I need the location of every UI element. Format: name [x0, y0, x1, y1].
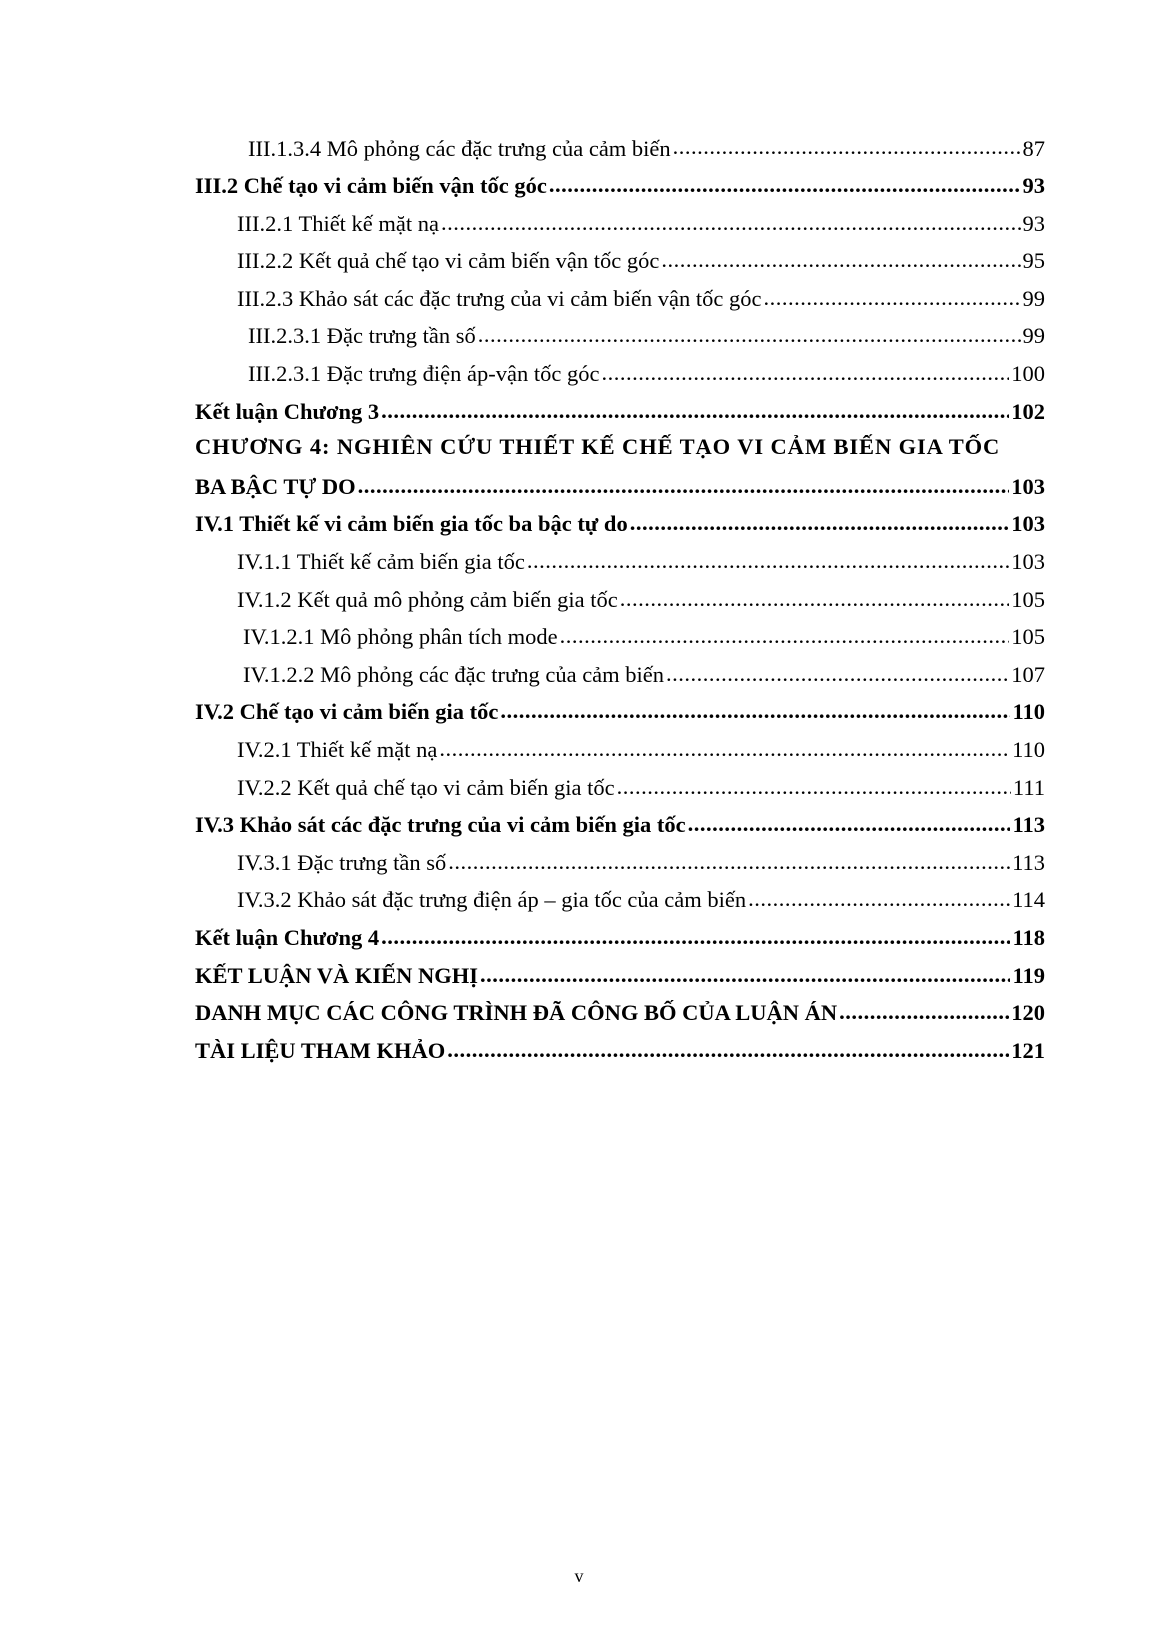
- toc-entry-page: 107: [1011, 661, 1045, 687]
- toc-entry-page: 105: [1011, 586, 1045, 612]
- dot-leader: [617, 772, 1011, 795]
- toc-entry-title: IV.2.1 Thiết kế mặt nạ: [237, 737, 438, 762]
- toc-entry-page: 111: [1012, 774, 1045, 800]
- dot-leader: [527, 547, 1009, 570]
- toc-entry[interactable]: [195, 885, 1045, 923]
- toc-entry[interactable]: [195, 208, 1045, 246]
- toc-entry-chapter4-line1[interactable]: [195, 434, 1045, 472]
- toc-entry[interactable]: [195, 697, 1045, 735]
- toc-section-chapter4: [195, 509, 1045, 1073]
- toc-entry-title: CHƯƠNG 4: NGHIÊN CỨU THIẾT KẾ CHẾ TẠO VI CẢM BIẾN GIA TỐC: [195, 433, 1001, 459]
- toc-entry-title: III.2.2 Kết quả chế tạo vi cảm biến vận tốc góc: [237, 248, 660, 274]
- toc-entry-title: III.2.3.1 Đặc trưng điện áp-vận tốc góc: [248, 361, 600, 387]
- dot-leader: [549, 171, 1021, 194]
- toc-entry-title: III.2 Chế tạo vi cảm biến vận tốc góc: [195, 173, 547, 199]
- page-number: v: [574, 1566, 584, 1586]
- toc-entry[interactable]: [195, 922, 1045, 960]
- toc-entry-title: KẾT LUẬN VÀ KIẾN NGHỊ: [195, 962, 478, 988]
- toc-entry-page: 114: [1012, 887, 1045, 913]
- toc-entry-title: BA BẬC TỰ DO: [195, 473, 356, 499]
- toc-entry-page: 121: [1011, 1037, 1045, 1063]
- dot-leader: [381, 922, 1010, 945]
- toc-entry-page: 93: [1022, 173, 1045, 199]
- toc-entry-title: IV.1.2.2 Mô phỏng các đặc trưng của cảm biến: [243, 661, 665, 687]
- dot-leader: [480, 960, 1011, 983]
- toc-entry[interactable]: [195, 547, 1045, 585]
- toc-entry-title: IV.3.1 Đặc trưng tần số: [237, 849, 447, 875]
- toc-entry-page: 110: [1012, 699, 1045, 725]
- dot-leader: [620, 584, 1009, 607]
- toc-entry-page: 103: [1011, 473, 1045, 499]
- toc-entry-page: 113: [1012, 849, 1045, 875]
- dot-leader: [478, 321, 1021, 344]
- toc-entry-page: 103: [1011, 511, 1045, 537]
- dot-leader: [560, 622, 1010, 645]
- toc-entry-title: III.2.3 Khảo sát các đặc trưng của vi cảm biến vận tốc góc: [237, 285, 762, 311]
- dot-leader: [666, 659, 1009, 682]
- dot-leader: [661, 246, 1020, 269]
- toc-entry-title: IV.1 Thiết kế vi cảm biến gia tốc ba bậc tự do: [195, 511, 628, 537]
- toc-entry[interactable]: [195, 960, 1045, 998]
- toc-entry[interactable]: [195, 998, 1045, 1036]
- toc-entry-page: 95: [1022, 248, 1045, 274]
- toc-entry-title: Kết luận Chương 3: [195, 398, 380, 424]
- toc-entry[interactable]: [195, 133, 1045, 171]
- toc-entry-title: IV.2.2 Kết quả chế tạo vi cảm biến gia tốc: [237, 774, 615, 800]
- toc-entry-page: 113: [1012, 812, 1045, 838]
- dot-leader: [439, 735, 1010, 758]
- toc-entry[interactable]: [195, 584, 1045, 622]
- toc-entry[interactable]: [195, 246, 1045, 284]
- toc-entry-title: III.1.3.4 Mô phỏng các đặc trưng của cảm biến: [248, 135, 671, 161]
- toc-entry[interactable]: [195, 735, 1045, 773]
- dot-leader: [673, 133, 1021, 156]
- toc-entry[interactable]: [195, 772, 1045, 810]
- dot-leader: [601, 359, 1009, 382]
- toc-entry-page: 100: [1011, 361, 1045, 387]
- toc-entry-page: 105: [1011, 624, 1045, 650]
- toc-entry-chapter4-line2[interactable]: [195, 471, 1045, 509]
- dot-leader: [630, 509, 1010, 532]
- toc-entry[interactable]: [195, 359, 1045, 397]
- toc-entry[interactable]: [195, 283, 1045, 321]
- dot-leader: [358, 471, 1010, 494]
- toc-entry-title: III.2.3.1 Đặc trưng tần số: [248, 323, 476, 349]
- toc-entry[interactable]: [195, 321, 1045, 359]
- toc-entry[interactable]: [195, 171, 1045, 209]
- dot-leader: [763, 283, 1020, 306]
- toc-entry[interactable]: [195, 810, 1045, 848]
- toc-entry-page: 118: [1012, 924, 1045, 950]
- toc-entry-title: IV.3.2 Khảo sát đặc trưng điện áp – gia tốc của cảm biến: [237, 887, 747, 913]
- toc-entry-title: IV.1.2 Kết quả mô phỏng cảm biến gia tốc: [237, 586, 618, 612]
- dot-leader: [500, 697, 1010, 720]
- toc-entry-page: 120: [1011, 1000, 1045, 1026]
- toc-entry-page: 99: [1022, 285, 1045, 311]
- toc-entry-page: 87: [1022, 135, 1045, 161]
- toc-entry-page: 102: [1011, 398, 1045, 424]
- dot-leader: [441, 208, 1020, 231]
- toc-entry[interactable]: [195, 396, 1045, 434]
- dot-leader: [839, 998, 1009, 1021]
- dot-leader: [381, 396, 1009, 419]
- toc-entry[interactable]: [195, 659, 1045, 697]
- toc-entry-title: IV.1.1 Thiết kế cảm biến gia tốc: [237, 549, 525, 575]
- dot-leader: [748, 885, 1010, 908]
- toc-entry-page: 93: [1022, 210, 1045, 236]
- toc-entry-page: 119: [1012, 962, 1045, 988]
- toc-entry-title: DANH MỤC CÁC CÔNG TRÌNH ĐÃ CÔNG BỐ CỦA LUẬN ÁN: [195, 1000, 838, 1026]
- toc-section-chapter3: [195, 133, 1045, 434]
- toc-entry-page: 99: [1022, 323, 1045, 349]
- toc-entry-title: IV.2 Chế tạo vi cảm biến gia tốc: [195, 699, 499, 725]
- table-of-contents: [195, 133, 1045, 1073]
- toc-entry[interactable]: [195, 622, 1045, 660]
- toc-entry-title: Kết luận Chương 4: [195, 924, 380, 950]
- toc-entry-title: TÀI LIỆU THAM KHẢO: [195, 1037, 446, 1063]
- dot-leader: [688, 810, 1011, 833]
- toc-entry[interactable]: [195, 847, 1045, 885]
- toc-entry-title: III.2.1 Thiết kế mặt nạ: [237, 210, 440, 236]
- toc-entry-title: IV.3 Khảo sát các đặc trưng của vi cảm biến gia tốc: [195, 812, 686, 838]
- toc-entry[interactable]: [195, 1035, 1045, 1073]
- toc-entry-title: IV.1.2.1 Mô phỏng phân tích mode: [243, 624, 558, 650]
- toc-entry-page: 103: [1011, 549, 1045, 575]
- toc-entry[interactable]: [195, 509, 1045, 547]
- toc-entry-page: 110: [1012, 737, 1045, 762]
- dot-leader: [447, 1035, 1009, 1058]
- dot-leader: [448, 847, 1010, 870]
